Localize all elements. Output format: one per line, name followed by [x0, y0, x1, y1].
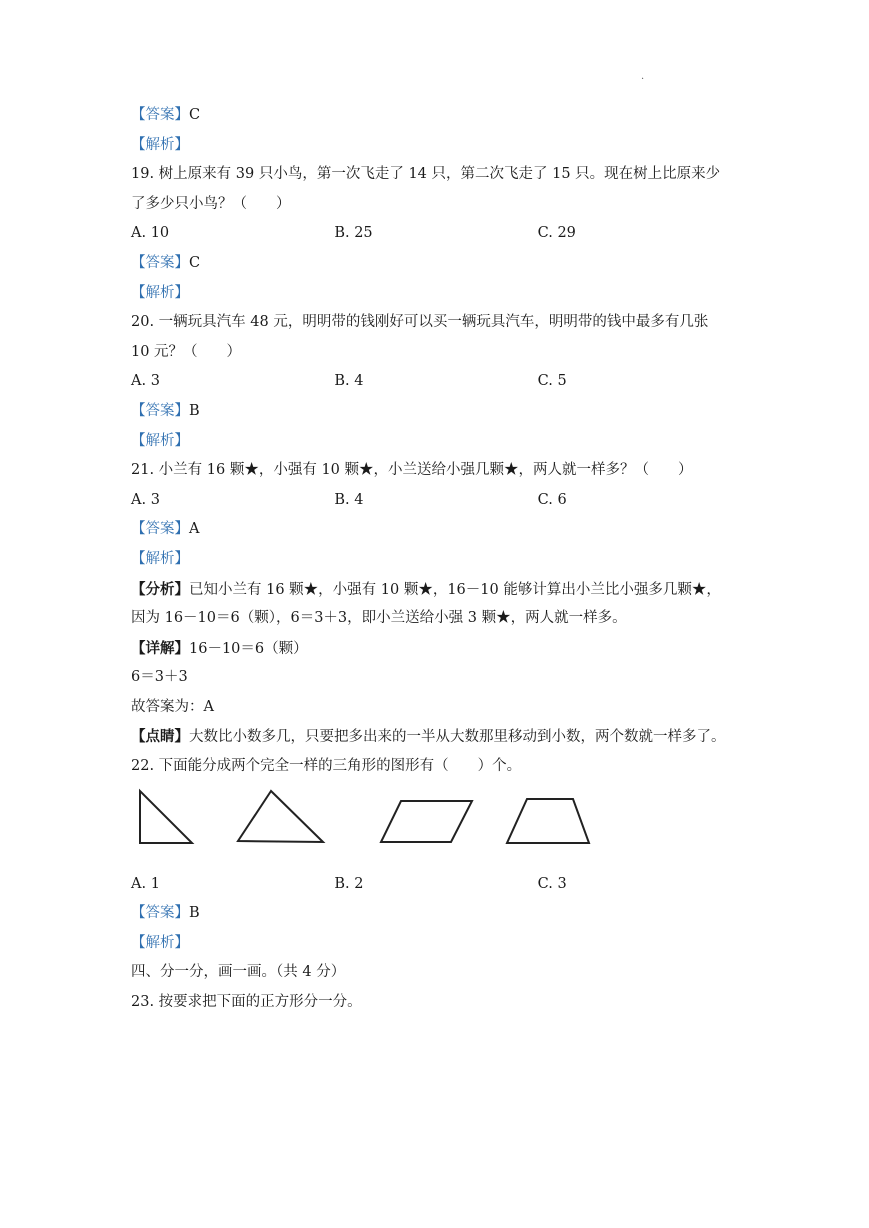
dianjing-text: 大数比小数多几，只要把多出来的一半从大数那里移动到小数，两个数就一样多了。 — [189, 729, 726, 746]
q21-dianjing — [131, 722, 741, 752]
answer-tag: 【答案】 — [131, 254, 189, 271]
q22-option-b: B. 2 — [334, 875, 364, 892]
parallelogram-shape — [381, 801, 472, 842]
triangle-shape — [238, 791, 323, 842]
answer-tag: 【答案】 — [131, 521, 189, 538]
q22-analysis — [131, 929, 741, 959]
q19-option-c: C. 29 — [537, 225, 576, 242]
q21-options — [131, 486, 741, 516]
q22-option-a: A. 1 — [131, 875, 160, 892]
q21-option-c: C. 6 — [537, 491, 567, 508]
q18-answer — [131, 101, 741, 131]
q22-answer — [131, 899, 741, 929]
fenxi-tag: 【分析】 — [131, 580, 189, 598]
q22-figures — [131, 782, 741, 870]
answer-value: B — [189, 402, 200, 419]
q20-option-a: A. 3 — [131, 373, 160, 390]
analysis-tag: 【解析】 — [131, 284, 189, 301]
q21-analysis — [131, 545, 741, 575]
answer-value: C — [189, 254, 201, 271]
q19-answer — [131, 249, 741, 279]
q19-option-a: A. 10 — [131, 225, 170, 242]
analysis-tag: 【解析】 — [131, 136, 189, 153]
q22-options — [131, 870, 741, 900]
page-dot: · — [641, 74, 645, 85]
q19-options — [131, 219, 741, 249]
q20-options — [131, 367, 741, 397]
q20-answer — [131, 397, 741, 427]
q20-option-b: B. 4 — [334, 373, 364, 390]
analysis-tag: 【解析】 — [131, 934, 189, 951]
answer-tag: 【答案】 — [131, 905, 189, 922]
q20-option-c: C. 5 — [537, 373, 567, 390]
xiangjie-text: 16－10＝6（颗） — [189, 640, 308, 657]
document-content — [131, 101, 741, 1018]
q19-stem-line1: 19. 树上原来有 39 只小鸟，第一次飞走了 14 只，第二次飞走了 15 只。现在树上比原来少 — [131, 166, 721, 183]
q19-option-b: B. 25 — [334, 225, 373, 242]
q22-stem-line1: 22. 下面能分成两个完全一样的三角形的图形有（ ）个。 — [131, 758, 522, 775]
answer-tag: 【答案】 — [131, 402, 189, 419]
q21-stem-line1: 21. 小兰有 16 颗★，小强有 10 颗★，小兰送给小强几颗★，两人就一样多？（ ） — [131, 462, 693, 479]
q21-option-a: A. 3 — [131, 491, 160, 508]
q20-stem-line2: 10 元？（ ） — [131, 343, 242, 360]
q21-xiangjie-line2: 6＝3＋3 — [131, 669, 188, 686]
answer-tag: 【答案】 — [131, 107, 189, 123]
q20-stem-line1: 20. 一辆玩具汽车 48 元，明明带的钱刚好可以买一辆玩具汽车，明明带的钱中最多有几张 — [131, 314, 709, 331]
xiangjie-tag: 【详解】 — [131, 639, 189, 657]
right-triangle-shape — [140, 791, 192, 843]
dianjing-tag: 【点睛】 — [131, 728, 189, 746]
q20-analysis — [131, 427, 741, 457]
q22-option-c: C. 3 — [537, 875, 567, 892]
fenxi-text: 已知小兰有 16 颗★，小强有 10 颗★，16－10 能够计算出小兰比小强多几颗★， — [189, 581, 721, 598]
analysis-tag: 【解析】 — [131, 432, 189, 449]
q19-analysis — [131, 279, 741, 309]
q21-conclusion: 故答案为：A — [131, 698, 214, 715]
answer-value: B — [189, 905, 200, 922]
trapezoid-shape — [507, 799, 589, 843]
q21-xiangjie-line1 — [131, 634, 741, 664]
answer-value: C — [189, 107, 201, 123]
q18-analysis — [131, 131, 741, 161]
q23-stem-line1: 23. 按要求把下面的正方形分一分。 — [131, 994, 362, 1011]
q21-option-b: B. 4 — [334, 491, 364, 508]
q21-answer — [131, 515, 741, 545]
answer-value: A — [189, 521, 200, 538]
analysis-tag: 【解析】 — [131, 550, 189, 567]
q21-fenxi-line2: 因为 16－10＝6（颗），6＝3＋3，即小兰送给小强 3 颗★，两人就一样多。 — [131, 610, 627, 627]
q19-stem-line2: 了多少只小鸟？（ ） — [131, 195, 291, 212]
q21-fenxi-line1 — [131, 575, 741, 605]
section4-title: 四、分一分，画一画。（共 4 分） — [131, 964, 346, 981]
q22-shapes — [131, 782, 741, 870]
